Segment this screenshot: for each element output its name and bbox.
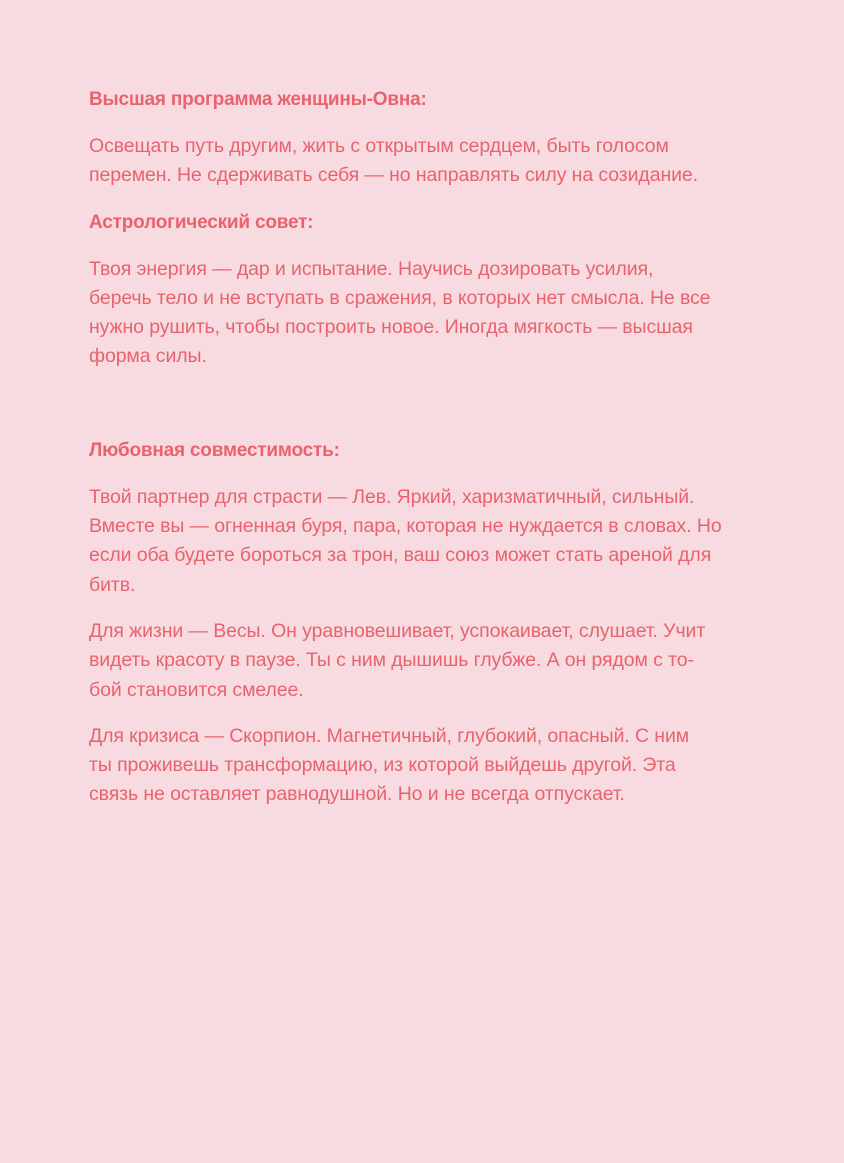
program-paragraph: Освещать путь другим, жить с открытым сердцем, быть голосом перемен. Не сдерживать себя — но направлять силу на созидание.	[89, 135, 698, 187]
program-heading: Высшая программа женщины-Овна:	[89, 89, 427, 110]
section-spacer	[89, 389, 789, 436]
page-content	[89, 85, 789, 827]
advice-heading: Астрологический совет:	[89, 211, 314, 233]
love-compatibility-heading: Любовная совместимость:	[89, 439, 340, 461]
love-crisis-paragraph: Для кризиса — Скорпион. Магнетичный, глубокий, опасный. С ним ты проживешь трансформацию, из которой выйдешь другой. Эта связь не оставляет равнодушной. Но и не всегда отпускает.	[89, 724, 690, 806]
love-passion-paragraph: Твой партнер для страсти — Лев. Яркий, харизматичный, сильный. Вместе вы — огненная буря, пара, которая не нуждается в словах. Но если оба будете бороться за трон, ваш союз может стать ареной для битв.	[89, 485, 722, 596]
love-life-paragraph: Для жизни — Весы. Он уравновешивает, успокаивает, слушает. Учит видеть красоту в паузе. Ты с ним дышишь глубже. А он рядом с то- бой становится смелее.	[89, 619, 706, 701]
advice-paragraph: Твоя энергия — дар и испытание. Научись дозировать усилия, беречь тело и не вступать в сражения, в которых нет смысла. Не все нужно рушить, чтобы построить новое. Иногда мягкость — высшая форма силы.	[89, 257, 711, 368]
